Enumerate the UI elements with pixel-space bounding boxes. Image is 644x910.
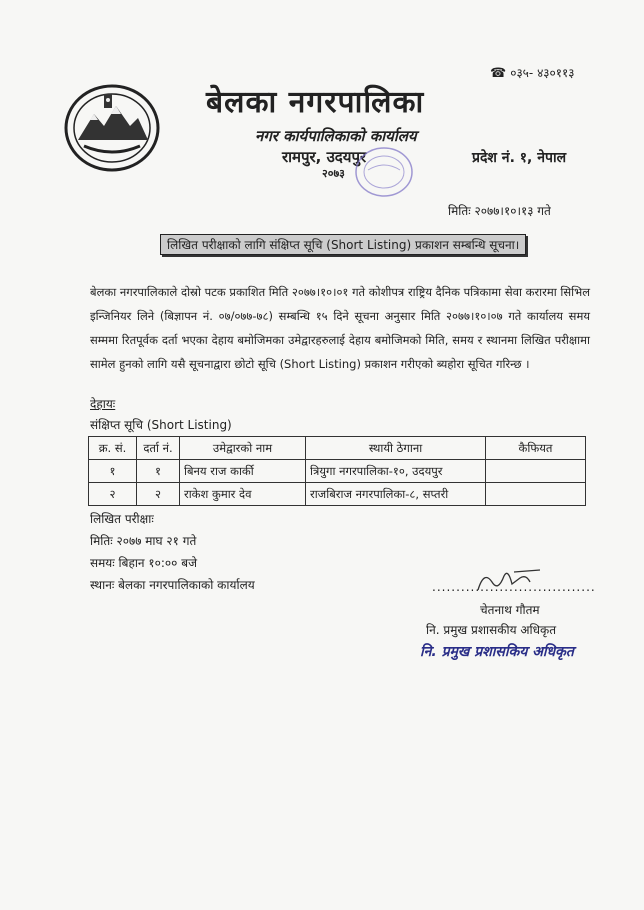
table-row [89,460,586,483]
notice-title: लिखित परीक्षाको लागि संक्षिप्त सूचि (Short Listing) प्रकाशन सम्बन्धि सूचना। [160,234,526,255]
phone-text: ०३५- ४३०११३ [510,66,575,80]
table-header-row [89,437,586,460]
province-label: प्रदेश नं. १, नेपाल [472,150,567,166]
header-address: स्थायी ठेगाना [306,437,486,460]
cell-remarks [486,460,586,483]
cell-serial: २ [89,483,137,506]
header-reg-no: दर्ता नं. [137,437,180,460]
dehay-label: देहायः [90,397,116,411]
office-seal-icon [322,140,418,200]
cell-serial: १ [89,460,137,483]
exam-date: मितिः २०७७ माघ २१ गते [90,534,197,548]
signatory-name: चेतनाथ गौतम [480,603,540,617]
phone-number [490,64,575,81]
office-address: रामपुर, उदयपुर [282,148,367,166]
shortlist-table [88,436,586,506]
signatory-title: नि. प्रमुख प्रशासकीय अधिकृत [426,623,557,637]
notice-date: मितिः २०७७।१०।१३ गते [448,204,551,218]
written-exam-label: लिखित परीक्षाः [90,512,154,526]
table-row [89,483,586,506]
notice-body: बेलका नगरपालिकाले दोस्रो पटक प्रकाशित मिति २०७७।१०।०१ गते कोशीपत्र राष्ट्रिय दैनिक पत्रिकामा सेवा करारमा सिभिल इन्जिनियर लिने (बिज्ञापन नं. ०७/०७७-७८) सम्बन्धि १५ दिने सूचना अनुसार मिति २०७७।१०।०७ गते कार्यालय समय सम्ममा रितपूर्वक दर्ता भएका देहाय बमोजिमका उमेद्वारहरुलाई देहाय बमोजिमको मिति, समय र स्थानमा लिखित परीक्षामा सामेल हुनको लागि यसै सूचनाद्वारा छोटो सूचि (Short Listing) प्रकाशन गरीएको ब्यहोरा सूचित गरिन्छ । [90,285,590,371]
cell-reg-no: १ [137,460,180,483]
cell-candidate-name: बिनय राज कार्की [180,460,306,483]
signatory-stamp: नि. प्रमुख प्रशासकिय अधिकृत [420,644,574,660]
exam-time: समयः बिहान १०:०० बजे [90,556,197,570]
cell-reg-no: २ [137,483,180,506]
exam-place: स्थानः बेलका नगरपालिकाको कार्यालय [90,578,255,592]
establishment-year: २०७३ [322,167,345,180]
signature-line: .................................. [432,580,596,594]
municipality-emblem-icon [64,84,160,172]
cell-address: राजबिराज नगरपालिका-८, सप्तरी [306,483,486,506]
office-name: नगर कार्यपालिकाको कार्यालय [255,127,417,145]
telephone-icon: ☎ [490,66,507,81]
cell-remarks [486,483,586,506]
cell-address: त्रियुगा नगरपालिका-१०, उदयपुर [306,460,486,483]
header-remarks: कैफियत [486,437,586,460]
cell-candidate-name: राकेश कुमार देव [180,483,306,506]
header-candidate-name: उमेद्वारको नाम [180,437,306,460]
municipality-title: बेलका नगरपालिका [206,85,425,120]
header-serial: क्र. सं. [89,437,137,460]
shortlist-label: संक्षिप्त सूचि (Short Listing) [90,418,232,432]
